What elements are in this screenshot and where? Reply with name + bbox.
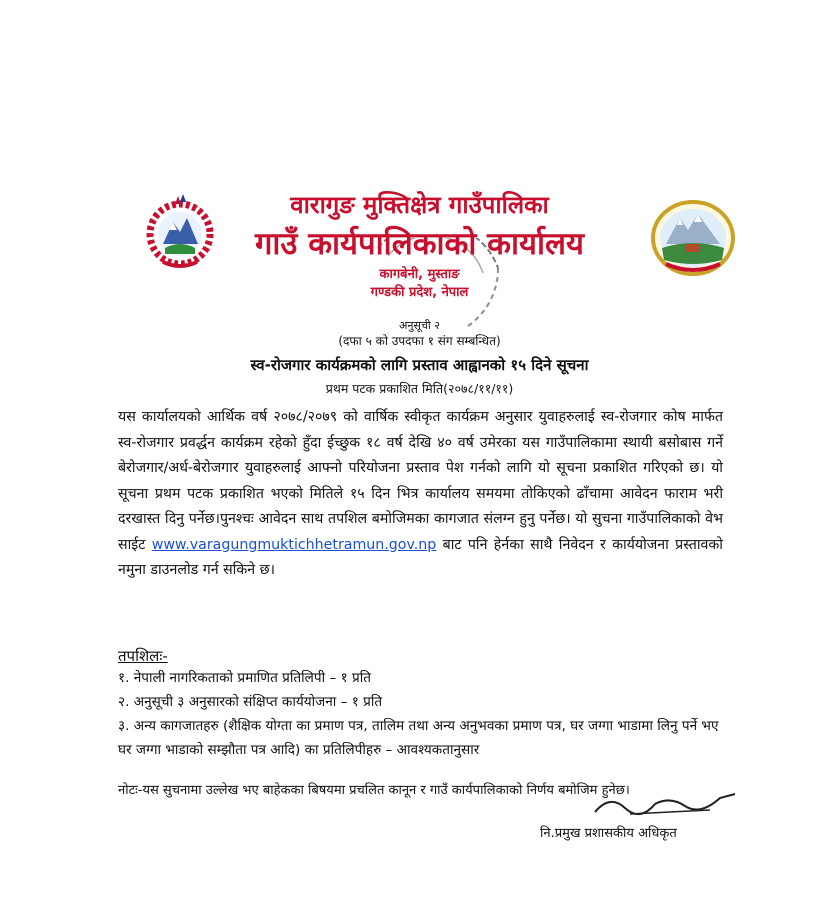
annex-label: अनुसूची २ [399, 319, 440, 332]
note-text: नोटः-यस सुचनामा उल्लेख भए बाहेकका बिषयमा प्रचलित कानून र गाउँ कार्यपालिकाको निर्णय बमोजिम हुनेछ। [118, 783, 630, 798]
office-title: गाउँ कार्यपालिकाको कार्यालय [254, 226, 585, 262]
subsection-reference: (दफा ५ को उपदफा १ संग सम्बन्धित) [338, 334, 501, 348]
tapshil-heading: तपशिलः- [118, 647, 168, 665]
publish-date: प्रथम पटक प्रकाशित मिति(२०७८/११/११) [325, 381, 514, 396]
list-item: १. नेपाली नागरिकताको प्रमाणित प्रतिलिपी – १ प्रति [118, 670, 371, 686]
notice-body [118, 405, 723, 584]
signature-icon [590, 790, 740, 820]
notice-body-part-2: बाट पनि हेर्नका साथै निवेदन र कार्ययोजना प्रस्तावको नमुना डाउनलोड गर्न सकिने छ। [118, 536, 723, 578]
notice-title: स्व-रोजगार कार्यक्रमको लागि प्रस्ताव आह्वानको १५ दिने सूचना [250, 356, 589, 374]
notice-body-part-1: यस कार्यालयको आर्थिक वर्ष २०७८/२०७९ को वार्षिक स्वीकृत कार्यक्रम अनुसार युवाहरुलाई स्व-रोजगार कोष मार्फत स्व-रोजगार प्रवर्द्धन कार्यक्रम रहेको हुँदा ईच्छुक १८ वर्ष देखि ४० वर्ष उमेरका यस गाउँपालिकामा स्थायी बसोबास गर्ने बेरोजगार/अर्ध-बेरोजगार युवाहरुलाई आफ्नो परियोजना प्रस्ताव पेश गर्नको लागि यो सूचना प्रकाशित गरिएको छ। यो सूचना प्रथम पटक प्रकाशित भएको मितिले १५ दिन भित्र कार्यालय समयमा तोकिएको ढाँचामा आवेदन फाराम भरी दरखास्त दिनु पर्नेछ।पुनश्चः आवेदन साथ तपशिल बमोजिमका कागजात संलग्न हुनु पर्नेछ। यो सुचना गाउँपालिकाको वेभ साईट [118, 409, 723, 553]
address-line-2: गण्डकी प्रदेश, नेपाल [370, 285, 469, 300]
list-item: ३. अन्य कागजातहरु (शैक्षिक योग्ता का प्रमाण पत्र, तालिम तथा अन्य अनुभवका प्रमाण पत्र, घर जग्गा भाडामा लिनु पर्ने भए घर जग्गा भाडाको सम्झौता पत्र आदि) का प्रतिलिपीहरु – आवश्यकतानुसार [118, 718, 719, 758]
list-item: २. अनुसूची ३ अनुसारको संक्षिप्त कार्ययोजना – १ प्रति [118, 694, 383, 710]
address-line-1: कागबेनी, मुस्ताङ [379, 267, 460, 282]
signatory-title: नि.प्रमुख प्रशासकीय अधिकृत [540, 826, 677, 841]
municipality-name: वारागुङ मुक्तिक्षेत्र गाउँपालिका [290, 191, 549, 219]
website-link[interactable]: www.varagungmuktichhetramun.gov.np [151, 536, 437, 553]
